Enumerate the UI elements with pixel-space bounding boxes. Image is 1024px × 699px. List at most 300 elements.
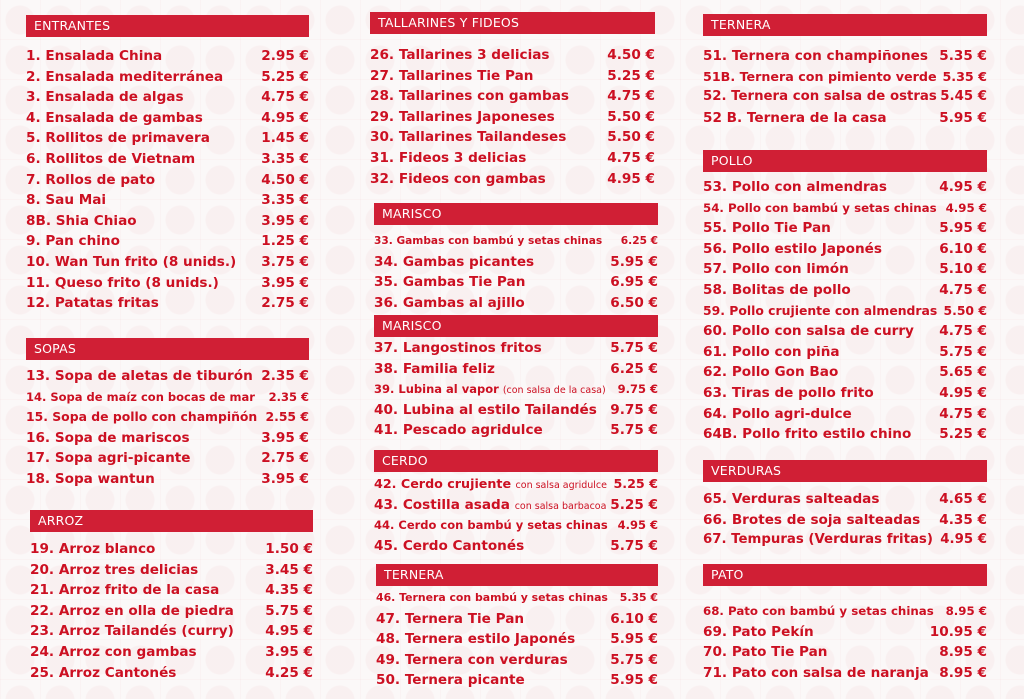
menu-item-price: 5.25 € bbox=[613, 476, 658, 491]
menu-item bbox=[703, 321, 987, 342]
menu-item bbox=[703, 642, 987, 663]
menu-item-price: 5.25 € bbox=[261, 68, 309, 85]
menu-item-title: 23. Arroz Tailandés (curry) bbox=[30, 623, 234, 640]
menu-item-name bbox=[374, 252, 534, 273]
menu-item bbox=[376, 609, 658, 630]
menu-item bbox=[26, 407, 309, 428]
menu-item-name bbox=[703, 108, 887, 129]
menu-item-title: 58. Bolitas de pollo bbox=[703, 281, 851, 298]
section-marisco-1 bbox=[374, 203, 658, 311]
menu-item-name bbox=[26, 252, 236, 273]
menu-item bbox=[370, 107, 655, 128]
menu-item-name bbox=[703, 601, 934, 622]
menu-item-price: 5.35 € bbox=[939, 48, 987, 64]
menu-item-name bbox=[703, 321, 914, 342]
menu-item-name bbox=[374, 272, 525, 293]
menu-item-price: 4.95 € bbox=[945, 200, 987, 215]
menu-item-title: 19. Arroz blanco bbox=[30, 541, 156, 557]
menu-item bbox=[376, 650, 658, 671]
menu-item-title: 4. Ensalada de gambas bbox=[26, 109, 203, 126]
menu-item-name bbox=[376, 650, 568, 671]
menu-item bbox=[26, 428, 309, 449]
menu-item-name bbox=[374, 420, 543, 441]
menu-item bbox=[374, 379, 658, 400]
menu-item bbox=[26, 469, 309, 490]
menu-item-name bbox=[30, 539, 155, 560]
item-list bbox=[374, 338, 658, 441]
menu-item-price: 4.75 € bbox=[939, 405, 987, 422]
section-header-pollo: POLLO bbox=[703, 150, 987, 172]
menu-item-price: 5.95 € bbox=[610, 631, 658, 648]
menu-item-price: 4.50 € bbox=[261, 171, 309, 188]
menu-item bbox=[703, 404, 987, 425]
menu-item-title: 59. Pollo crujiente con almendras bbox=[703, 302, 938, 318]
menu-item-title: 55. Pollo Tie Pan bbox=[703, 220, 831, 237]
menu-item-name bbox=[703, 177, 887, 198]
menu-item bbox=[26, 67, 309, 88]
menu-item-title: 18. Sopa wantun bbox=[26, 470, 155, 487]
menu-item bbox=[26, 387, 309, 408]
menu-item-name bbox=[703, 218, 831, 239]
menu-item-price: 8.95 € bbox=[945, 604, 987, 618]
menu-item-price: 2.35 € bbox=[261, 368, 309, 384]
menu-item-price: 5.95 € bbox=[610, 253, 658, 270]
menu-item-price: 1.45 € bbox=[261, 130, 309, 147]
menu-item bbox=[703, 87, 987, 108]
menu-item-name bbox=[370, 107, 555, 128]
item-list bbox=[703, 601, 987, 683]
menu-item-price: 4.35 € bbox=[939, 511, 987, 528]
menu-item-price: 5.75 € bbox=[265, 602, 313, 619]
item-list bbox=[703, 46, 987, 128]
menu-item-title: 8B. Shia Chiao bbox=[26, 212, 137, 229]
menu-item bbox=[703, 601, 987, 622]
menu-item-price: 5.25 € bbox=[939, 426, 987, 443]
section-cerdo bbox=[374, 450, 658, 554]
menu-item-price: 6.10 € bbox=[610, 610, 658, 627]
menu-item-title: 29. Tallarines Japoneses bbox=[370, 108, 555, 125]
section-header-entrantes: ENTRANTES bbox=[26, 15, 309, 37]
menu-item-price: 3.95 € bbox=[261, 274, 309, 291]
menu-item-title: 11. Queso frito (8 unids.) bbox=[26, 274, 219, 291]
menu-item-title: 6. Rollitos de Vietnam bbox=[26, 150, 196, 167]
menu-item bbox=[26, 190, 309, 211]
menu-item-name bbox=[703, 489, 879, 510]
menu-item-price: 4.95 € bbox=[939, 384, 987, 401]
menu-item-title: 44. Cerdo con bambú y setas chinas bbox=[374, 518, 608, 533]
menu-item-name bbox=[30, 560, 198, 581]
menu-item bbox=[703, 280, 987, 301]
menu-item bbox=[370, 66, 655, 87]
menu-item-title: 71. Pato con salsa de naranja bbox=[703, 664, 929, 681]
menu-item-name bbox=[376, 609, 524, 630]
menu-item-title: 48. Ternera estilo Japonés bbox=[376, 631, 576, 648]
menu-item bbox=[376, 670, 658, 691]
menu-item-title: 69. Pato Pekín bbox=[703, 623, 814, 640]
menu-item-name bbox=[374, 231, 602, 252]
item-list bbox=[370, 45, 655, 189]
menu-item-price: 5.75 € bbox=[610, 651, 658, 668]
menu-item-price: 5.35 € bbox=[942, 68, 987, 84]
menu-item-name bbox=[703, 342, 840, 363]
menu-item-price: 10.95 € bbox=[929, 623, 987, 640]
menu-item-title: 51B. Ternera con pimiento verde bbox=[703, 68, 937, 84]
menu-item-title: 25. Arroz Cantonés bbox=[30, 664, 177, 681]
menu-item-title: 61. Pollo con piña bbox=[703, 343, 840, 360]
menu-item-name bbox=[26, 448, 191, 469]
item-list bbox=[703, 177, 987, 445]
section-header-tallarines: TALLARINES Y FIDEOS bbox=[370, 12, 655, 34]
menu-item-price: 8.95 € bbox=[939, 644, 987, 661]
menu-item-name bbox=[30, 621, 234, 642]
menu-item bbox=[703, 67, 987, 88]
section-header-ternera: TERNERA bbox=[376, 564, 658, 586]
menu-item-price: 5.50 € bbox=[607, 108, 655, 125]
menu-item-price: 5.95 € bbox=[939, 220, 987, 237]
section-header-marisco: MARISCO bbox=[374, 315, 658, 337]
menu-item-note: (con salsa de la casa) bbox=[502, 385, 606, 397]
menu-item-title: 26. Tallarines 3 delicias bbox=[370, 47, 550, 63]
menu-item-title: 27. Tallarines Tie Pan bbox=[370, 67, 534, 84]
menu-item-name bbox=[370, 86, 569, 107]
menu-item-title: 31. Fideos 3 delicias bbox=[370, 149, 527, 166]
item-list bbox=[30, 539, 313, 683]
item-list bbox=[703, 489, 987, 551]
menu-item-name bbox=[370, 148, 526, 169]
menu-item-name bbox=[703, 259, 849, 280]
menu-item-title: 10. Wan Tun frito (8 unids.) bbox=[26, 253, 237, 270]
menu-item-name bbox=[703, 67, 937, 88]
menu-item-price: 4.75 € bbox=[261, 89, 309, 106]
menu-item-title: 64. Pollo agri-dulce bbox=[703, 405, 852, 422]
menu-item-title: 53. Pollo con almendras bbox=[703, 179, 887, 195]
menu-item-title: 70. Pato Tie Pan bbox=[703, 644, 828, 661]
menu-item-title: 65. Verduras salteadas bbox=[703, 491, 880, 507]
menu-item bbox=[374, 293, 658, 314]
menu-item-title: 32. Fideos con gambas bbox=[370, 170, 546, 187]
menu-item-title: 22. Arroz en olla de piedra bbox=[30, 602, 234, 619]
menu-item-price: 9.75 € bbox=[610, 401, 658, 418]
menu-item bbox=[26, 108, 309, 129]
menu-item-title: 67. Tempuras (Verduras fritas) bbox=[703, 532, 933, 548]
menu-item-title: 40. Lubina al estilo Tailandés bbox=[374, 401, 597, 418]
menu-item-title: 64B. Pollo frito estilo chino bbox=[703, 426, 912, 443]
section-sopas bbox=[26, 338, 309, 487]
menu-item bbox=[30, 539, 313, 560]
menu-item-price: 5.25 € bbox=[610, 496, 658, 513]
menu-item-name bbox=[26, 428, 190, 449]
section-header-sopas: SOPAS bbox=[26, 338, 309, 360]
menu-item-name bbox=[374, 474, 607, 497]
menu-item-name bbox=[370, 169, 546, 190]
menu-item-title: 38. Familia feliz bbox=[374, 360, 495, 377]
menu-item-name bbox=[30, 642, 197, 663]
menu-item-price: 3.45 € bbox=[265, 561, 313, 578]
menu-item-price: 4.35 € bbox=[265, 582, 313, 599]
menu-item-name bbox=[26, 293, 159, 314]
menu-item-title: 37. Langostinos fritos bbox=[374, 340, 542, 356]
menu-item-price: 9.75 € bbox=[617, 382, 658, 397]
menu-item-title: 46. Ternera con bambú y setas chinas bbox=[376, 591, 608, 604]
menu-item bbox=[374, 495, 658, 516]
menu-item bbox=[374, 252, 658, 273]
menu-item bbox=[30, 621, 313, 642]
menu-item-title: 52 B. Ternera de la casa bbox=[703, 109, 887, 126]
menu-item bbox=[703, 301, 987, 322]
menu-item-title: 43. Costilla asada bbox=[374, 496, 510, 513]
menu-item-title: 24. Arroz con gambas bbox=[30, 643, 197, 660]
menu-item bbox=[376, 588, 658, 609]
menu-item bbox=[374, 474, 658, 495]
item-list bbox=[26, 46, 309, 314]
section-header-arroz: ARROZ bbox=[30, 510, 313, 532]
menu-item bbox=[26, 128, 309, 149]
menu-item-title: 36. Gambas al ajillo bbox=[374, 294, 525, 311]
menu-item-name bbox=[703, 663, 929, 684]
section-arroz bbox=[30, 510, 313, 681]
menu-item-price: 4.95 € bbox=[940, 532, 987, 548]
section-header-pato: PATO bbox=[703, 564, 987, 586]
menu-item-note: con salsa barbacoa bbox=[514, 500, 607, 512]
menu-item bbox=[703, 218, 987, 239]
menu-item bbox=[26, 366, 309, 387]
section-marisco-2 bbox=[374, 315, 658, 439]
menu-item-title: 21. Arroz frito de la casa bbox=[30, 582, 220, 599]
menu-item-name bbox=[26, 387, 255, 408]
menu-item-name bbox=[703, 362, 838, 383]
menu-item-price: 4.95 € bbox=[265, 623, 313, 640]
menu-item-title: 8. Sau Mai bbox=[26, 192, 107, 209]
item-list bbox=[376, 588, 658, 691]
menu-item bbox=[374, 338, 658, 359]
menu-item-price: 4.75 € bbox=[939, 281, 987, 298]
section-header-cerdo: CERDO bbox=[374, 450, 658, 472]
menu-item bbox=[374, 272, 658, 293]
menu-item-name bbox=[374, 536, 524, 557]
menu-item-title: 7. Rollos de pato bbox=[26, 171, 156, 188]
menu-item bbox=[703, 198, 987, 219]
menu-item bbox=[703, 108, 987, 129]
menu-item bbox=[376, 629, 658, 650]
menu-item bbox=[374, 400, 658, 421]
menu-item-name bbox=[30, 601, 234, 622]
menu-item-price: 5.50 € bbox=[607, 129, 655, 146]
menu-item bbox=[26, 293, 309, 314]
item-list bbox=[26, 366, 309, 490]
section-ternera-1 bbox=[376, 564, 658, 689]
menu-item-name bbox=[26, 231, 120, 252]
menu-item-name bbox=[30, 580, 219, 601]
menu-item-name bbox=[370, 66, 533, 87]
menu-item-title: 52. Ternera con salsa de ostras bbox=[703, 89, 937, 105]
menu-item-price: 5.50 € bbox=[943, 302, 987, 318]
menu-item bbox=[370, 127, 655, 148]
menu-item-price: 5.25 € bbox=[607, 67, 655, 84]
menu-item-name bbox=[703, 622, 814, 643]
menu-item-price: 2.35 € bbox=[268, 389, 309, 404]
menu-item-price: 4.95 € bbox=[939, 179, 987, 195]
menu-item-price: 4.65 € bbox=[939, 491, 987, 507]
menu-item-title: 50. Ternera picante bbox=[376, 672, 525, 689]
menu-item-title: 60. Pollo con salsa de curry bbox=[703, 323, 914, 340]
menu-item-title: 66. Brotes de soja salteadas bbox=[703, 511, 921, 528]
menu-item-name bbox=[374, 379, 606, 402]
menu-item-name bbox=[703, 87, 937, 108]
menu-item-title: 33. Gambas con bambú y setas chinas bbox=[374, 235, 603, 247]
menu-item-title: 54. Pollo con bambú y setas chinas bbox=[703, 200, 937, 215]
menu-item-price: 4.75 € bbox=[939, 323, 987, 340]
menu-item bbox=[26, 448, 309, 469]
menu-item bbox=[370, 45, 655, 66]
menu-item-name bbox=[26, 149, 195, 170]
menu-item bbox=[703, 362, 987, 383]
menu-item-name bbox=[374, 293, 525, 314]
menu-item-title: 12. Patatas fritas bbox=[26, 295, 159, 312]
menu-item bbox=[374, 515, 658, 536]
menu-item-name bbox=[703, 301, 937, 322]
menu-item-price: 5.75 € bbox=[610, 340, 658, 356]
menu-item-price: 6.50 € bbox=[610, 294, 658, 311]
menu-item-price: 3.95 € bbox=[261, 429, 309, 446]
menu-item-price: 3.95 € bbox=[261, 212, 309, 229]
menu-item bbox=[374, 536, 658, 557]
menu-item-price: 5.75 € bbox=[610, 422, 658, 439]
menu-item-title: 45. Cerdo Cantonés bbox=[374, 537, 525, 554]
menu-item bbox=[703, 489, 987, 510]
menu-item-title: 68. Pato con bambú y setas chinas bbox=[703, 604, 934, 618]
menu-item-name bbox=[376, 588, 608, 609]
section-header-marisco: MARISCO bbox=[374, 203, 658, 225]
menu-item-price: 1.50 € bbox=[265, 541, 313, 557]
menu-item-price: 2.95 € bbox=[261, 48, 309, 64]
menu-item bbox=[26, 211, 309, 232]
menu-item-title: 2. Ensalada mediterránea bbox=[26, 68, 224, 85]
menu-item-note: con salsa agridulce bbox=[515, 480, 607, 491]
menu-item-name bbox=[376, 670, 525, 691]
menu-item-name bbox=[703, 280, 851, 301]
menu-item-name bbox=[30, 663, 176, 684]
menu-item-name bbox=[26, 190, 106, 211]
menu-item bbox=[26, 170, 309, 191]
menu-item bbox=[26, 273, 309, 294]
menu-item-title: 1. Ensalada China bbox=[26, 48, 163, 64]
menu-item bbox=[703, 510, 987, 531]
menu-item-name bbox=[703, 642, 828, 663]
menu-item-price: 6.25 € bbox=[610, 360, 658, 377]
menu-item-name bbox=[26, 366, 253, 387]
section-tallarines bbox=[370, 12, 655, 187]
item-list bbox=[374, 231, 658, 313]
menu-item-title: 20. Arroz tres delicias bbox=[30, 561, 199, 578]
menu-item-title: 63. Tiras de pollo frito bbox=[703, 384, 874, 401]
menu-item-price: 5.75 € bbox=[939, 343, 987, 360]
menu-item-name bbox=[26, 87, 184, 108]
menu-item-name bbox=[703, 424, 911, 445]
menu-item-name bbox=[374, 338, 542, 359]
menu-item bbox=[370, 169, 655, 190]
menu-item-title: 9. Pan chino bbox=[26, 233, 120, 250]
menu-item-name bbox=[703, 46, 928, 67]
section-pato bbox=[703, 564, 987, 681]
menu-item-price: 5.10 € bbox=[939, 261, 987, 278]
menu-item bbox=[703, 259, 987, 280]
menu-item-price: 4.50 € bbox=[607, 47, 655, 63]
menu-item-name bbox=[374, 400, 597, 421]
menu-item-price: 4.75 € bbox=[607, 88, 655, 105]
menu-item-name bbox=[26, 273, 219, 294]
menu-item bbox=[30, 601, 313, 622]
menu-item-title: 15. Sopa de pollo con champiñón bbox=[26, 409, 258, 425]
menu-item-price: 5.35 € bbox=[619, 591, 658, 604]
menu-item bbox=[703, 46, 987, 67]
menu-item-name bbox=[26, 67, 223, 88]
menu-item-title: 35. Gambas Tie Pan bbox=[374, 274, 526, 291]
menu-item bbox=[703, 342, 987, 363]
menu-item bbox=[374, 420, 658, 441]
menu-item bbox=[703, 424, 987, 445]
menu-item-title: 57. Pollo con limón bbox=[703, 261, 849, 278]
menu-item-name bbox=[374, 359, 495, 380]
menu-item-price: 4.75 € bbox=[607, 149, 655, 166]
menu-item bbox=[26, 231, 309, 252]
menu-item-title: 39. Lubina al vapor bbox=[374, 382, 499, 397]
menu-item-title: 49. Ternera con verduras bbox=[376, 651, 568, 668]
menu-item-name bbox=[376, 629, 575, 650]
menu-item-name bbox=[26, 211, 137, 232]
menu-item-title: 16. Sopa de mariscos bbox=[26, 429, 190, 446]
menu-item-name bbox=[26, 128, 210, 149]
menu-item-title: 5. Rollitos de primavera bbox=[26, 130, 210, 147]
menu-item-price: 5.65 € bbox=[939, 364, 987, 381]
menu-item-name bbox=[374, 495, 606, 518]
item-list bbox=[374, 474, 658, 556]
menu-item bbox=[26, 149, 309, 170]
menu-item bbox=[703, 663, 987, 684]
menu-item-price: 2.75 € bbox=[261, 450, 309, 467]
menu-item-name bbox=[703, 404, 852, 425]
menu-item bbox=[30, 560, 313, 581]
menu-item bbox=[26, 252, 309, 273]
menu-item-name bbox=[703, 530, 933, 551]
menu-item-price: 3.75 € bbox=[261, 253, 309, 270]
menu-item-name bbox=[26, 170, 155, 191]
menu-item bbox=[703, 177, 987, 198]
menu-item-name bbox=[370, 45, 550, 66]
menu-item-title: 51. Ternera con champiñones bbox=[703, 48, 928, 64]
menu-item bbox=[26, 87, 309, 108]
menu-item-title: 42. Cerdo crujiente bbox=[374, 476, 512, 491]
menu-item bbox=[703, 383, 987, 404]
menu-item bbox=[370, 148, 655, 169]
menu-item-price: 5.95 € bbox=[610, 672, 658, 689]
menu-item-price: 1.25 € bbox=[261, 233, 309, 250]
menu-item-name bbox=[703, 198, 937, 219]
menu-item-name bbox=[26, 108, 203, 129]
menu-item-name bbox=[370, 127, 566, 148]
section-pollo bbox=[703, 150, 987, 443]
menu-item-price: 4.25 € bbox=[265, 664, 313, 681]
menu-item-price: 6.10 € bbox=[939, 240, 987, 257]
menu-item-price: 4.95 € bbox=[617, 518, 658, 533]
menu-item bbox=[30, 642, 313, 663]
menu-item-price: 4.95 € bbox=[261, 109, 309, 126]
menu-item-price: 5.75 € bbox=[610, 537, 658, 554]
menu-item-price: 5.95 € bbox=[939, 109, 987, 126]
menu-item-name bbox=[703, 510, 920, 531]
menu-item-title: 47. Ternera Tie Pan bbox=[376, 610, 525, 627]
menu-item-price: 2.55 € bbox=[265, 409, 309, 425]
menu-item bbox=[374, 231, 658, 252]
